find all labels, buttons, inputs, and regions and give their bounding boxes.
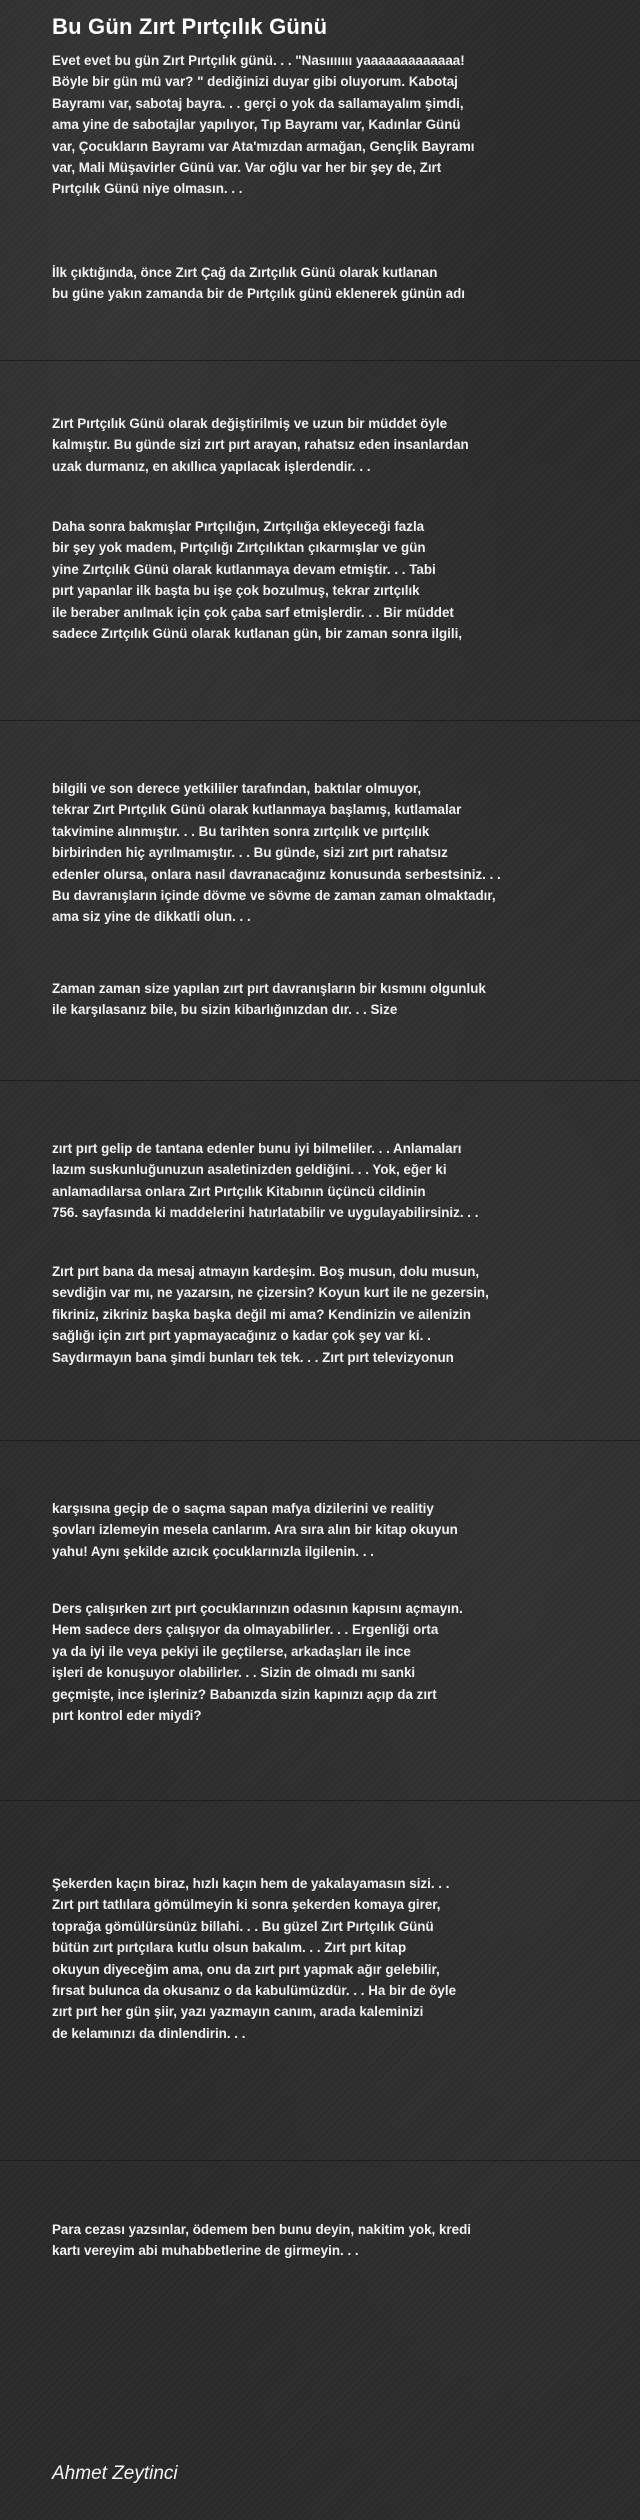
poem-panel-1 [0, 0, 640, 360]
poem-paragraph: Evet evet bu gün Zırt Pırtçılık günü. . . "Nasııııııı yaaaaaaaaaaaaa! Böyle bir gün mü var? " dediğinizi duyar gibi oluyorum. Kabotaj Bayramı var, sabotaj bayra. . . gerçi o yok da sallamayalım şimdi, ama yine de sabotajlar yapılıyor, Tıp Bayramı var, Kadınlar Günü var, Çocukların Bayramı var Ata'mızdan armağan, Gençlik Bayramı var, Mali Müşavirler Günü var. Var oğlu var her bir şey de, Zırt Pırtçılık Günü niye olmasın. . . [52, 53, 475, 197]
poem-author: Ahmet Zeytinci [52, 2463, 178, 2484]
poem-paragraph: Zırt pırt bana da mesaj atmayın kardeşim. Boş musun, dolu musun, sevdiğin var mı, ne yazarsın, ne çizersin? Koyun kurt ile ne gezersin, fikriniz, zikriniz başka başka değil mi ama? Kendinizin ve ailenizin sağlığı için zırt pırt yapmayacağınız o kadar çok şey var ki. . Saydırmayın bana şimdi bunları tek tek. . . Zırt pırt televizyonun [52, 1264, 489, 1365]
poem-paragraph: Daha sonra bakmışlar Pırtçılığın, Zırtçılığa ekleyeceği fazla bir şey yok madem, Pırtçılığı Zırtçılıktan çıkarmışlar ve gün yine Zırtçılık Günü olarak kutlanmaya devam etmiştir. . . Tabi pırt yapanlar ilk başta bu işe çok bozulmuş, tekrar zırtçılık ile beraber anılmak için çok çaba sarf etmişlerdir. . . Bir müddet sadece Zırtçılık Günü olarak kutlanan gün, bir zaman sonra ilgili, [52, 519, 463, 642]
poem-panel-6 [0, 1800, 640, 2161]
poem-panel-7 [0, 2160, 640, 2520]
poem-panel-4 [0, 1080, 640, 1441]
poem-paragraph: Ders çalışırken zırt pırt çocuklarınızın odasının kapısını açmayın. Hem sadece ders çalışıyor da olmayabilirler. . . Ergenliği orta ya da iyi ile veya pekiyi ile geçtilerse, arkadaşları ile ince işleri de konuşuyor olabilirler. . . Sizin de olmadı mı sanki geçmişte, ince işleriniz? Babanızda sizin kapınızı açıp da zırt pırt kontrol eder miydi? [52, 1601, 463, 1724]
poem-paragraph: Para cezası yazsınlar, ödemem ben bunu deyin, nakitim yok, kredi kartı vereyim abi muhabbetlerine de girmeyin. . . [52, 2222, 471, 2259]
poem-paragraph: zırt pırt gelip de tantana edenler bunu iyi bilmeliler. . . Anlamaları lazım suskunluğunuzun asaletinizden geldiğini. . . Yok, eğer ki anlamadılarsa onlara Zırt Pırtçılık Kitabının üçüncü cildinin 756. sayfasında ki maddelerini hatırlatabilir ve uygulayabilirsiniz. . . [52, 1141, 479, 1221]
poem-panel-5 [0, 1440, 640, 1801]
poem-paragraph: İlk çıktığında, önce Zırt Çağ da Zırtçılık Günü olarak kutlanan bu güne yakın zamanda bir de Pırtçılık günü eklenerek günün adı [52, 265, 465, 302]
poem-paragraph: Zaman zaman size yapılan zırt pırt davranışların bir kısmını olgunluk ile karşılasanız bile, bu sizin kibarlığınızdan dır. . . Size [52, 981, 486, 1018]
poem-paragraph: Şekerden kaçın biraz, hızlı kaçın hem de yakalayamasın sizi. . . Zırt pırt tatlılara gömülmeyin ki sonra şekerden komaya girer, toprağa gömülürsünüz billahi. . . Bu güzel Zırt Pırtçılık Günü bütün zırt pırtçılara kutlu olsun bakalım. . . Zırt pırt kitap okuyun diyeceğim ama, onu da zırt pırt yapmak ağır gelebilir, fırsat bulunca da okusanız o da kabulümüzdür. . . Ha bir de öyle zırt pırt her gün şiir, yazı yazmayın canım, arada kaleminizi de kelamınızı da dinlendirin. . . [52, 1876, 457, 2041]
poem-paragraph: bilgili ve son derece yetkililer tarafından, baktılar olmuyor, tekrar Zırt Pırtçılık Günü olarak kutlanmaya başlamış, kutlamalar takvimine alınmıştır. . . Bu tarihten sonra zırtçılık ve pırtçılık birbirinden hiç ayrılmamıştır. . . Bu günde, sizi zırt pırt rahatsız edenler olursa, onlara nasıl davranacağınız konusunda serbestsiniz. . . Bu davranışların içinde dövme ve sövme de zaman zaman olmaktadır, ama siz yine de dikkatli olun. . . [52, 781, 501, 925]
poem-panel-2 [0, 360, 640, 721]
poem-paragraph: Zırt Pırtçılık Günü olarak değiştirilmiş ve uzun bir müddet öyle kalmıştır. Bu günde sizi zırt pırt arayan, rahatsız eden insanlardan uzak durmanız, en akıllıca yapılacak işlerdendir. . . [52, 416, 469, 474]
poem-title: Bu Gün Zırt Pırtçılık Günü [52, 14, 328, 39]
poem-panel-3 [0, 720, 640, 1081]
poem-paragraph: karşısına geçip de o saçma sapan mafya dizilerini ve realitiy şovları izlemeyin mesela canlarım. Ara sıra alın bir kitap okuyun yahu! Aynı şekilde azıcık çocuklarınızla ilgilenin. . . [52, 1501, 458, 1559]
